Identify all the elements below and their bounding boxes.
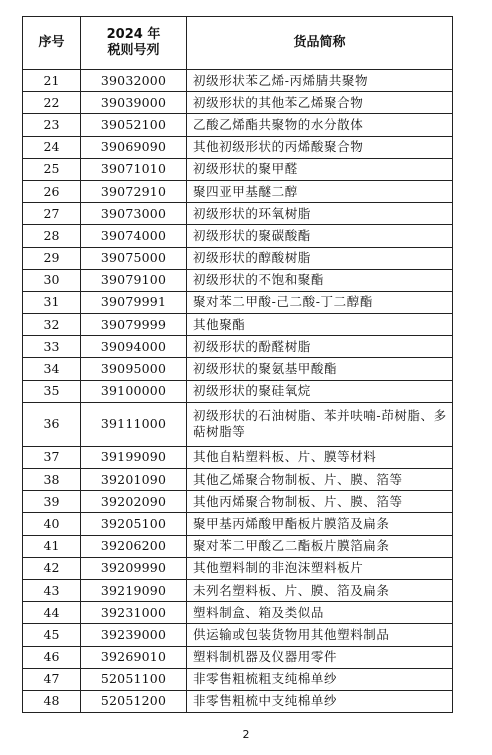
serial-number-cell: 33 <box>23 336 81 358</box>
tariff-code-cell: 39199090 <box>81 446 187 468</box>
table-row <box>23 690 453 712</box>
tariff-code-cell: 39052100 <box>81 114 187 136</box>
table-row <box>23 446 453 468</box>
tariff-code-cell: 39100000 <box>81 380 187 402</box>
serial-number-cell: 27 <box>23 203 81 225</box>
table-row <box>23 535 453 557</box>
tariff-code-cell: 39239000 <box>81 624 187 646</box>
table-row <box>23 602 453 624</box>
tariff-table <box>22 16 453 713</box>
header-tariff-code <box>81 17 187 70</box>
table-row <box>23 646 453 668</box>
serial-number-cell: 22 <box>23 92 81 114</box>
serial-number-cell: 43 <box>23 579 81 601</box>
serial-number-cell: 44 <box>23 602 81 624</box>
table-row <box>23 557 453 579</box>
tariff-code-cell: 39072910 <box>81 180 187 202</box>
table-row <box>23 158 453 180</box>
goods-name-cell: 其他初级形状的丙烯酸聚合物 <box>187 136 453 158</box>
tariff-code-cell: 39095000 <box>81 358 187 380</box>
table-row <box>23 336 453 358</box>
serial-number-cell: 34 <box>23 358 81 380</box>
table-row <box>23 624 453 646</box>
goods-name-cell: 初级形状的不饱和聚酯 <box>187 269 453 291</box>
serial-number-cell: 46 <box>23 646 81 668</box>
goods-name-cell: 供运输或包装货物用其他塑料制品 <box>187 624 453 646</box>
goods-name-cell: 初级形状的聚氨基甲酸酯 <box>187 358 453 380</box>
goods-name-cell: 其他乙烯聚合物制板、片、膜、箔等 <box>187 469 453 491</box>
serial-number-cell: 29 <box>23 247 81 269</box>
serial-number-cell: 45 <box>23 624 81 646</box>
goods-name-cell: 乙酸乙烯酯共聚物的水分散体 <box>187 114 453 136</box>
goods-name-cell: 初级形状的其他苯乙烯聚合物 <box>187 92 453 114</box>
tariff-code-cell: 52051200 <box>81 690 187 712</box>
goods-name-cell: 初级形状的酚醛树脂 <box>187 336 453 358</box>
tariff-code-cell: 39269010 <box>81 646 187 668</box>
table-row <box>23 491 453 513</box>
table-body <box>23 70 453 713</box>
serial-number-cell: 48 <box>23 690 81 712</box>
serial-number-cell: 40 <box>23 513 81 535</box>
tariff-code-cell: 52051100 <box>81 668 187 690</box>
tariff-code-cell: 39209990 <box>81 557 187 579</box>
serial-number-cell: 36 <box>23 402 81 446</box>
tariff-code-cell: 39039000 <box>81 92 187 114</box>
goods-name-cell: 初级形状的环氧树脂 <box>187 203 453 225</box>
tariff-code-cell: 39075000 <box>81 247 187 269</box>
header-tariff-code-label: 税则号列 <box>107 43 160 58</box>
page-number: 2 <box>242 728 250 741</box>
serial-number-cell: 26 <box>23 180 81 202</box>
table-row <box>23 314 453 336</box>
goods-name-cell: 初级形状苯乙烯-丙烯腈共聚物 <box>187 70 453 92</box>
serial-number-cell: 39 <box>23 491 81 513</box>
tariff-code-cell: 39205100 <box>81 513 187 535</box>
tariff-code-cell: 39074000 <box>81 225 187 247</box>
serial-number-cell: 28 <box>23 225 81 247</box>
table-row <box>23 579 453 601</box>
table-row <box>23 203 453 225</box>
goods-name-cell: 未列名塑料板、片、膜、箔及扁条 <box>187 579 453 601</box>
goods-name-cell: 聚四亚甲基醚二醇 <box>187 180 453 202</box>
tariff-code-cell: 39073000 <box>81 203 187 225</box>
table-row <box>23 70 453 92</box>
serial-number-cell: 32 <box>23 314 81 336</box>
goods-name-cell: 非零售粗梳中支纯棉单纱 <box>187 690 453 712</box>
tariff-code-cell: 39219090 <box>81 579 187 601</box>
table-row <box>23 92 453 114</box>
header-tariff-code-year: 2024 年 <box>106 27 161 42</box>
tariff-code-cell: 39069090 <box>81 136 187 158</box>
serial-number-cell: 35 <box>23 380 81 402</box>
tariff-code-cell: 39202090 <box>81 491 187 513</box>
serial-number-cell: 23 <box>23 114 81 136</box>
table-row <box>23 180 453 202</box>
table-header-row <box>23 17 453 70</box>
table-row <box>23 247 453 269</box>
serial-number-cell: 37 <box>23 446 81 468</box>
goods-name-cell: 聚对苯二甲酸-己二酸-丁二醇酯 <box>187 291 453 313</box>
table-row <box>23 225 453 247</box>
serial-number-cell: 25 <box>23 158 81 180</box>
goods-name-cell: 初级形状的聚碳酸酯 <box>187 225 453 247</box>
goods-name-cell: 初级形状的醇酸树脂 <box>187 247 453 269</box>
goods-name-cell: 聚甲基丙烯酸甲酯板片膜箔及扁条 <box>187 513 453 535</box>
goods-name-cell: 初级形状的聚甲醛 <box>187 158 453 180</box>
goods-name-cell: 聚对苯二甲酸乙二酯板片膜箔扁条 <box>187 535 453 557</box>
table-row <box>23 668 453 690</box>
header-goods-name: 货品简称 <box>187 17 453 70</box>
table-row <box>23 291 453 313</box>
tariff-code-cell: 39094000 <box>81 336 187 358</box>
table-row <box>23 269 453 291</box>
serial-number-cell: 31 <box>23 291 81 313</box>
table-row <box>23 402 453 446</box>
header-serial-number: 序号 <box>23 17 81 70</box>
table-row <box>23 380 453 402</box>
goods-name-cell: 塑料制机器及仪器用零件 <box>187 646 453 668</box>
goods-name-cell: 初级形状的聚硅氧烷 <box>187 380 453 402</box>
serial-number-cell: 21 <box>23 70 81 92</box>
tariff-code-cell: 39079991 <box>81 291 187 313</box>
table-row <box>23 513 453 535</box>
serial-number-cell: 30 <box>23 269 81 291</box>
goods-name-cell: 其他聚酯 <box>187 314 453 336</box>
goods-name-cell: 塑料制盒、箱及类似品 <box>187 602 453 624</box>
table-row <box>23 469 453 491</box>
goods-name-cell: 其他自粘塑料板、片、膜等材料 <box>187 446 453 468</box>
serial-number-cell: 38 <box>23 469 81 491</box>
serial-number-cell: 41 <box>23 535 81 557</box>
goods-name-cell: 其他丙烯聚合物制板、片、膜、箔等 <box>187 491 453 513</box>
tariff-code-cell: 39032000 <box>81 70 187 92</box>
tariff-code-cell: 39079100 <box>81 269 187 291</box>
goods-name-cell: 非零售粗梳粗支纯棉单纱 <box>187 668 453 690</box>
tariff-code-cell: 39111000 <box>81 402 187 446</box>
table-row <box>23 114 453 136</box>
tariff-code-cell: 39206200 <box>81 535 187 557</box>
serial-number-cell: 47 <box>23 668 81 690</box>
goods-name-cell: 初级形状的石油树脂、苯并呋喃-茚树脂、多萜树脂等 <box>187 402 453 446</box>
tariff-code-cell: 39231000 <box>81 602 187 624</box>
table-row <box>23 358 453 380</box>
serial-number-cell: 42 <box>23 557 81 579</box>
tariff-code-cell: 39071010 <box>81 158 187 180</box>
goods-name-cell: 其他塑料制的非泡沫塑料板片 <box>187 557 453 579</box>
tariff-code-cell: 39201090 <box>81 469 187 491</box>
table-row <box>23 136 453 158</box>
serial-number-cell: 24 <box>23 136 81 158</box>
tariff-code-cell: 39079999 <box>81 314 187 336</box>
